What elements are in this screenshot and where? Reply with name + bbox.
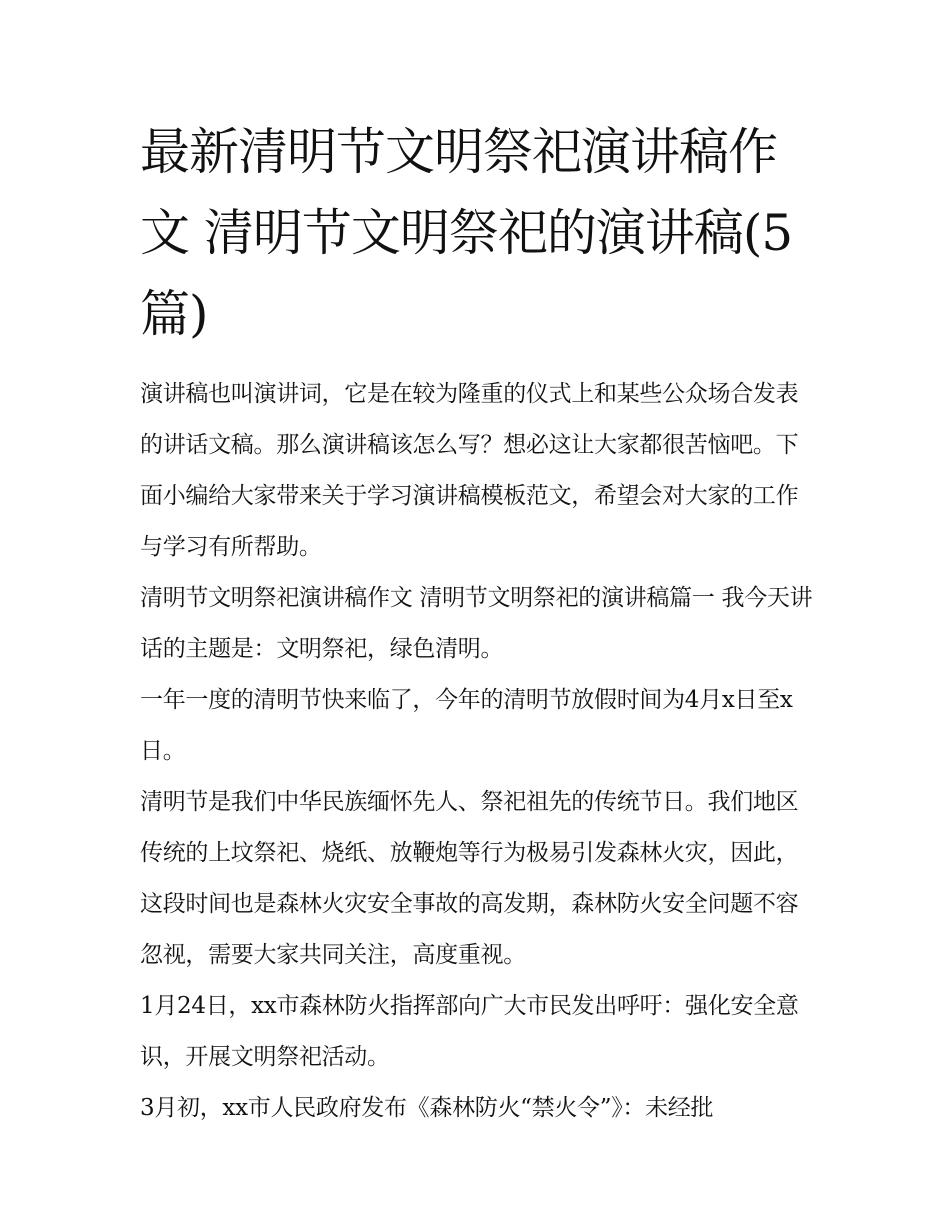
paragraph-intro: 演讲稿也叫演讲词，它是在较为隆重的仪式上和某些公众场合发表的讲话文稿。那么演讲稿该怎么写？想必这让大家都很苦恼吧。下面小编给大家带来关于学习演讲稿模板范文，希望会对大家的工作与学习有所帮助。 (140, 381, 799, 560)
paragraph-topic: 清明节文明祭祀演讲稿作文 清明节文明祭祀的演讲稿篇一 我今天讲话的主题是：文明祭祀，绿色清明。 (140, 585, 813, 662)
document-title: 最新清明节文明祭祀演讲稿作文 清明节文明祭祀的演讲稿(5篇) (140, 123, 793, 343)
paragraph-tradition: 清明节是我们中华民族缅怀先人、祭祀祖先的传统节日。我们地区传统的上坟祭祀、烧纸、放鞭炮等行为极易引发森林火灾，因此，这段时间也是森林火灾安全事故的高发期，森林防火安全问题不容忽视，需要大家共同关注，高度重视。 (140, 789, 799, 968)
paragraph-holiday: 一年一度的清明节快来临了，今年的清明节放假时间为4月x日至x日。 (140, 687, 793, 764)
paragraph-appeal: 1月24日，xx市森林防火指挥部向广大市民发出呼吁：强化安全意识，开展文明祭祀活动。 (140, 993, 799, 1070)
paragraph-ban: 3月初，xx市人民政府发布《森林防火“禁火令”》：未经批 (140, 1095, 714, 1121)
document-body (140, 112, 816, 1134)
